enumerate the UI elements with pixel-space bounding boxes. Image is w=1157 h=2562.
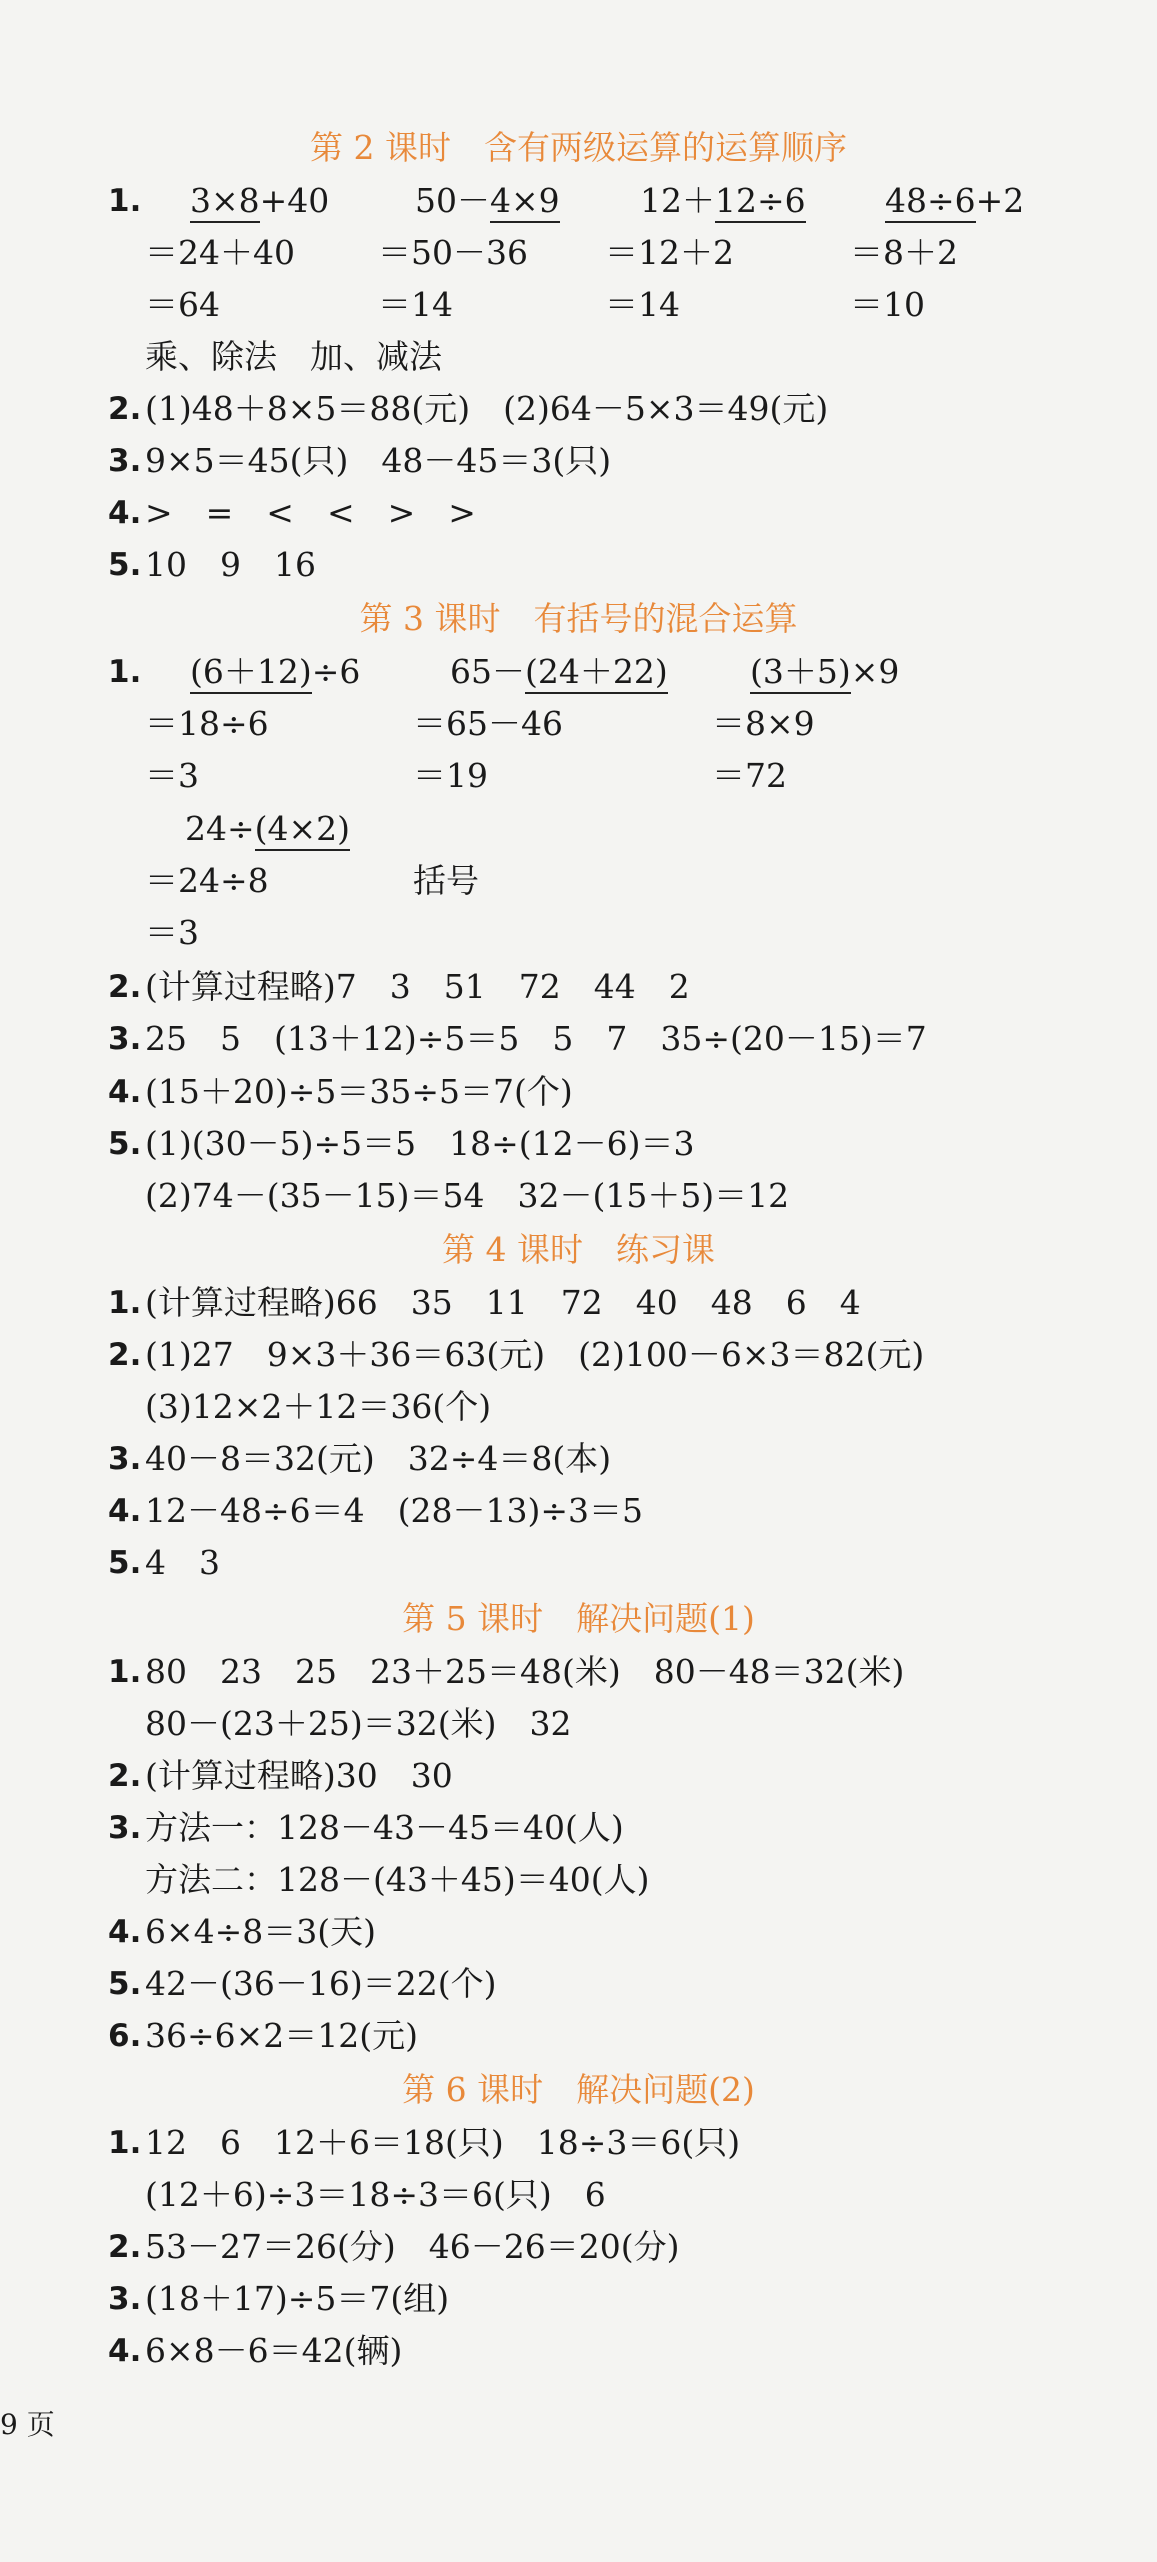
term: +2 (975, 181, 1025, 220)
question-number: 1. (108, 183, 142, 219)
question-number: 1. (108, 1285, 142, 1321)
step: ＝8＋2 (850, 233, 958, 272)
answer-text: (1)27 9×3＋36＝63(元) (2)100－6×3＝82(元) (145, 1335, 925, 1374)
note-text: 乘、除法 加、减法 (145, 337, 442, 376)
lesson5-title: 第 5 课时 解决问题(1) (402, 1599, 755, 1638)
underlined-term: (4×2) (255, 809, 350, 851)
question-number: 4. (108, 495, 142, 531)
term: 12＋ (640, 181, 715, 220)
answer-text: (3)12×2＋12＝36(个) (145, 1387, 492, 1426)
question-number: 2. (108, 2229, 142, 2265)
underlined-term: (6＋12) (190, 652, 312, 694)
result: ＝64 (145, 285, 220, 324)
step: ＝24＋40 (145, 233, 295, 272)
result: ＝19 (413, 756, 488, 795)
step: ＝65－46 (413, 704, 563, 743)
underlined-term: (3＋5) (750, 652, 851, 694)
question-number: 5. (108, 1126, 142, 1162)
answer-text: 80－(23＋25)＝32(米) 32 (145, 1704, 572, 1743)
question-number: 3. (108, 1441, 142, 1477)
answer-text: 42－(36－16)＝22(个) (145, 1964, 497, 2003)
question-number: 4. (108, 1914, 142, 1950)
underlined-term: 4×9 (490, 181, 560, 223)
question-number: 4. (108, 1074, 142, 1110)
answer-text: (计算过程略)66 35 11 72 40 48 6 4 (145, 1283, 861, 1322)
underlined-term: 48÷6 (885, 181, 976, 223)
answer-text: 6×8－6＝42(辆) (145, 2331, 403, 2370)
question-number: 2. (108, 1337, 142, 1373)
lesson4-title: 第 4 课时 练习课 (442, 1230, 715, 1269)
answer-text: (15＋20)÷5＝35÷5＝7(个) (145, 1072, 573, 1111)
answer-text: 4 3 (145, 1543, 220, 1582)
question-number: 5. (108, 1545, 142, 1581)
answer-text: 80 23 25 23＋25＝48(米) 80－48＝32(米) (145, 1652, 905, 1691)
answer-text: 方法一：128－43－45＝40(人) (145, 1808, 624, 1847)
answer-text: (18＋17)÷5＝7(组) (145, 2279, 450, 2318)
question-number: 4. (108, 2333, 142, 2369)
underlined-term: (24＋22) (525, 652, 668, 694)
page-number: 9 页 (0, 2408, 55, 2441)
term: 65－ (450, 652, 525, 691)
question-number: 1. (108, 2125, 142, 2161)
result: ＝3 (145, 913, 199, 952)
underlined-term: 12÷6 (715, 181, 806, 223)
answer-text: 53－27＝26(分) 46－26＝20(分) (145, 2227, 680, 2266)
term: +40 (259, 181, 330, 220)
term: ÷6 (311, 652, 361, 691)
question-number: 5. (108, 1966, 142, 2002)
question-number: 3. (108, 2281, 142, 2317)
question-number: 3. (108, 443, 142, 479)
result: ＝14 (605, 285, 680, 324)
question-number: 2. (108, 969, 142, 1005)
term: 24÷ (185, 809, 255, 848)
answer-text: 25 5 (13＋12)÷5＝5 5 7 35÷(20－15)＝7 (145, 1019, 927, 1058)
question-number: 4. (108, 1493, 142, 1529)
answer-text: 36÷6×2＝12(元) (145, 2016, 419, 2055)
question-number: 3. (108, 1021, 142, 1057)
step: ＝12＋2 (605, 233, 734, 272)
term: ×9 (850, 652, 900, 691)
answer-text: (计算过程略)7 3 51 72 44 2 (145, 967, 690, 1006)
underlined-term: 3×8 (190, 181, 260, 223)
step: ＝24÷8 (145, 861, 269, 900)
step: ＝18÷6 (145, 704, 269, 743)
answer-text: (12＋6)÷3＝18÷3＝6(只) 6 (145, 2175, 606, 2214)
lesson2-title: 第 2 课时 含有两级运算的运算顺序 (310, 128, 847, 167)
question-number: 5. (108, 547, 142, 583)
question-number: 2. (108, 391, 142, 427)
question-number: 1. (108, 654, 142, 690)
step: ＝50－36 (378, 233, 528, 272)
step: ＝8×9 (712, 704, 815, 743)
answer-text: 9×5＝45(只) 48－45＝3(只) (145, 441, 612, 480)
question-number: 6. (108, 2018, 142, 2054)
question-number: 3. (108, 1810, 142, 1846)
term: 50－ (415, 181, 490, 220)
answer-text: 12－48÷6＝4 (28－13)÷3＝5 (145, 1491, 643, 1530)
note-text: 括号 (413, 861, 479, 900)
lesson6-title: 第 6 课时 解决问题(2) (402, 2070, 755, 2109)
result: ＝14 (378, 285, 453, 324)
question-number: 2. (108, 1758, 142, 1794)
answer-text: 12 6 12＋6＝18(只) 18÷3＝6(只) (145, 2123, 741, 2162)
result: ＝3 (145, 756, 199, 795)
answer-text: 40－8＝32(元) 32÷4＝8(本) (145, 1439, 612, 1478)
answer-text: (1)(30－5)÷5＝5 18÷(12－6)＝3 (145, 1124, 695, 1163)
answer-text: 6×4÷8＝3(天) (145, 1912, 377, 1951)
question-number: 1. (108, 1654, 142, 1690)
result: ＝10 (850, 285, 925, 324)
answer-text: (2)74－(35－15)＝54 32－(15＋5)＝12 (145, 1176, 790, 1215)
result: ＝72 (712, 756, 787, 795)
answer-text: > = < < > > (145, 493, 476, 532)
answer-text: (计算过程略)30 30 (145, 1756, 453, 1795)
answer-text: 方法二：128－(43＋45)＝40(人) (145, 1860, 650, 1899)
answer-text: (1)48＋8×5＝88(元) (2)64－5×3＝49(元) (145, 389, 829, 428)
answer-text: 10 9 16 (145, 545, 316, 584)
lesson3-title: 第 3 课时 有括号的混合运算 (359, 599, 798, 638)
